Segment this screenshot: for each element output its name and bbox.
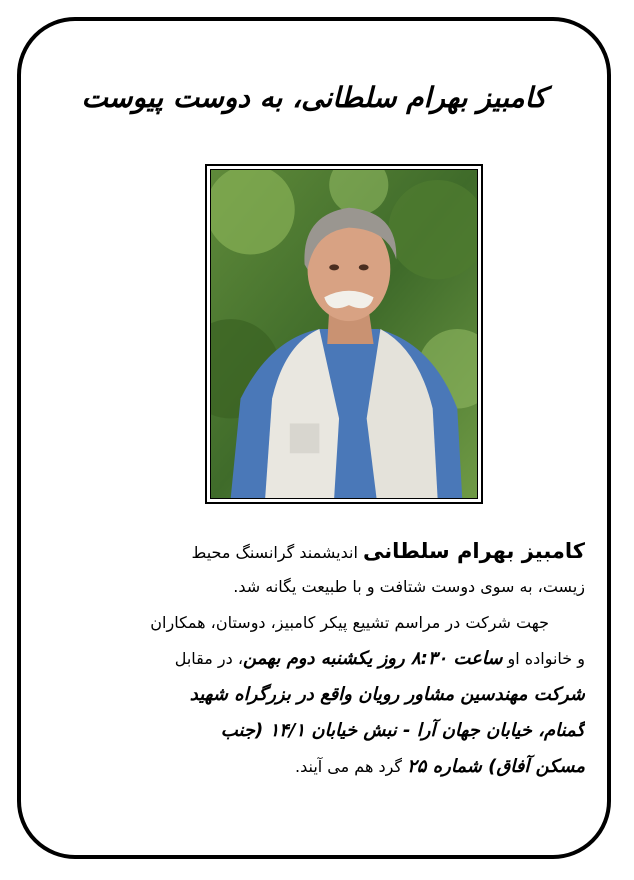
announcement-card [17, 17, 611, 859]
announcement-title: کامبیز بهرام سلطانی، به دوست پیوست [81, 81, 547, 114]
portrait-frame [205, 164, 483, 504]
portrait-illustration [211, 170, 477, 498]
text-line-7: مسکن آفاق) شماره ۲۵ گرد هم می آیند. [295, 756, 585, 777]
text-line-1: کامبیز بهرام سلطانی اندیشمند گرانسنگ محیط [191, 539, 585, 563]
address-end: مسکن آفاق) شماره ۲۵ [407, 756, 585, 777]
text-line-5: شرکت مهندسین مشاور رویان واقع در بزرگراه شهید [189, 684, 585, 705]
text-line-6: گمنام، خیابان جهان آرا - نبش خیابان ۱۴/۱ (جنب [220, 720, 585, 741]
announcement-text [89, 533, 585, 785]
text-line-3: جهت شرکت در مراسم تشییع پیکر کامبیز، دوستان، همکاران [150, 613, 549, 632]
text-line-2: زیست، به سوی دوست شتافت و با طبیعت یگانه شد. [233, 577, 585, 596]
portrait-photo [210, 169, 478, 499]
text-line-4: و خانواده او ساعت ۸:۳۰ روز یکشنبه دوم بهمن، در مقابل [174, 648, 585, 669]
deceased-name: کامبیز بهرام سلطانی [362, 539, 585, 563]
ceremony-time: ساعت ۸:۳۰ روز یکشنبه دوم بهمن [243, 648, 503, 669]
